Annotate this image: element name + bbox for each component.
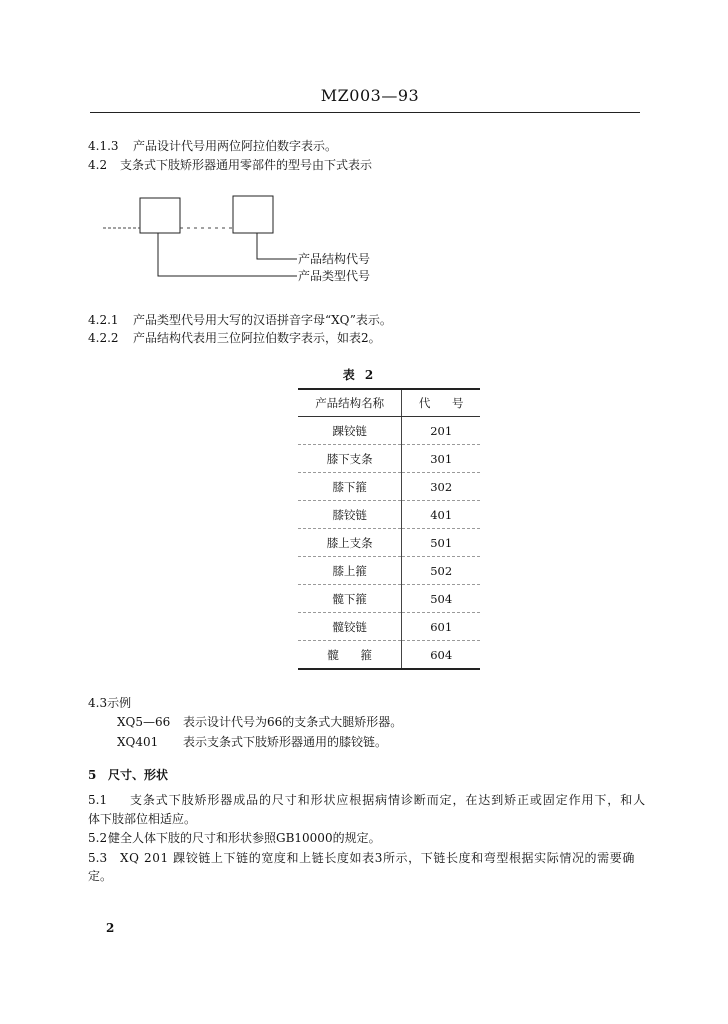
clause-number: 4.2 (88, 158, 108, 172)
standard-code-header: MZ003—93 (320, 86, 420, 105)
example-1 (117, 714, 402, 730)
clause-5-1-line2: 体下肢部位相适应。 (88, 812, 197, 826)
clause-text: 产品类型代号用大写的汉语拼音字母“XQ”表示。 (133, 313, 392, 327)
table-row (298, 501, 480, 529)
clause-5-3-line2: 定。 (88, 869, 113, 883)
table-row (298, 473, 480, 501)
clause-text: XQ 201 踝铰链上下链的宽度和上链长度如表3所示，下链长度和弯型根据实际情况的需要确 (120, 851, 635, 865)
cell-name: 膝下支条 (298, 445, 402, 473)
clause-text: 支条式下肢矫形器通用零部件的型号由下式表示 (120, 158, 373, 172)
type-code-box (140, 198, 180, 233)
table-caption: 表 2 (342, 368, 374, 382)
structure-code-box (233, 196, 273, 233)
clause-4-2-2 (88, 330, 381, 346)
clause-number: 4.2.1 (88, 313, 119, 327)
cell-name: 膝上箍 (298, 557, 402, 585)
table-row (298, 417, 480, 445)
label-type-code: 产品类型代号 (298, 269, 371, 283)
clause-number: 4.2.2 (88, 331, 119, 345)
cell-name: 髋 箍 (298, 641, 402, 670)
clause-number: 4.1.3 (88, 139, 119, 153)
table-row (298, 445, 480, 473)
example-text: 表示设计代号为66的支条式大腿矫形器。 (183, 715, 403, 729)
table-header-row (298, 389, 480, 417)
example-text: 表示支条式下肢矫形器通用的膝铰链。 (183, 735, 388, 749)
table-row (298, 641, 480, 670)
table-row (298, 557, 480, 585)
clause-text: 产品结构代表用三位阿拉伯数字表示，如表2。 (133, 331, 381, 345)
example-2 (117, 734, 387, 750)
clause-4-2-1 (88, 312, 392, 328)
cell-code: 301 (402, 445, 480, 473)
example-code: XQ5—66 (117, 715, 171, 729)
cell-name: 髋下箍 (298, 585, 402, 613)
cell-code: 504 (402, 585, 480, 613)
col-header-code: 代 号 (402, 389, 480, 417)
cell-code: 501 (402, 529, 480, 557)
col-header-name: 产品结构名称 (298, 389, 402, 417)
clause-4-3-title: 4.3示例 (88, 696, 132, 710)
cell-code: 601 (402, 613, 480, 641)
header-rule (90, 112, 640, 113)
clause-number: 5.2 (88, 831, 108, 845)
structure-code-leader (257, 233, 297, 259)
cell-code: 502 (402, 557, 480, 585)
page-number: 2 (106, 921, 115, 935)
cell-code: 302 (402, 473, 480, 501)
example-code: XQ401 (117, 735, 159, 749)
clause-number: 5.1 (88, 793, 108, 807)
model-code-diagram (100, 190, 300, 285)
section-5-heading (88, 767, 168, 783)
cell-name: 膝下箍 (298, 473, 402, 501)
clause-5-2 (88, 830, 381, 846)
clause-5-3-line1 (88, 850, 635, 866)
table-row (298, 613, 480, 641)
cell-code: 201 (402, 417, 480, 445)
cell-name: 踝铰链 (298, 417, 402, 445)
section-number: 5 (88, 768, 97, 782)
clause-number: 5.3 (88, 851, 108, 865)
table-2 (298, 388, 480, 670)
clause-text: 健全人体下肢的尺寸和形状参照GB10000的规定。 (108, 831, 381, 845)
clause-4-2 (88, 157, 372, 173)
cell-code: 604 (430, 647, 453, 662)
table-row (298, 585, 480, 613)
clause-5-1-line1 (88, 792, 646, 808)
section-title: 尺寸、形状 (108, 768, 169, 782)
clause-text: 产品设计代号用两位阿拉伯数字表示。 (133, 139, 338, 153)
table-row (298, 529, 480, 557)
cell-name: 膝上支条 (298, 529, 402, 557)
cell-name: 膝铰链 (298, 501, 402, 529)
type-code-leader (158, 233, 297, 276)
cell-code: 401 (402, 501, 480, 529)
cell-name: 髋铰链 (298, 613, 402, 641)
clause-text: 支条式下肢矫形器成品的尺寸和形状应根据病情诊断而定，在达到矫正或固定作用下，和人 (130, 793, 647, 807)
label-structure-code: 产品结构代号 (298, 252, 371, 266)
clause-4-1-3 (88, 138, 337, 154)
